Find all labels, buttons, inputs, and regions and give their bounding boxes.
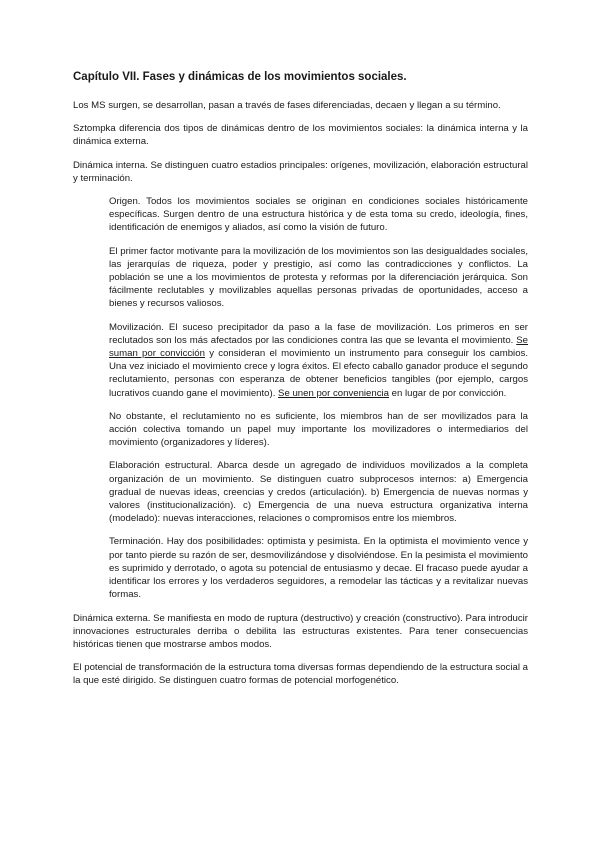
paragraph-factor-motivante: El primer factor motivante para la movilización de los movimientos son las desigualdades sociales, las jerarquías de riqueza, poder y prestigio, así como las contradicciones y conflictos. La población se une a los movimientos de protesta y reformas por la diferenciación jerárquica. Son fácilmente reclutables y movilizables aquellas personas privadas de oportunidades, acceso a bienes y recursos valiosos. (109, 245, 528, 310)
paragraph-dinamica-externa: Dinámica externa. Se manifiesta en modo de ruptura (destructivo) y creación (constructivo). Para introducir innovaciones estructurales derriba o debilita las estructuras existentes. Para tener consecuencias históricas tienen que mostrarse ambos modos. (73, 612, 528, 650)
movilizacion-text-a: Movilización. El suceso precipitador da paso a la fase de movilización. Los primeros en ser reclutados son los más afectados por las condiciones contra las que se levanta el movimiento. (109, 321, 528, 346)
paragraph-intro: Los MS surgen, se desarrollan, pasan a través de fases diferenciadas, decaen y llegan a su término. (73, 100, 501, 111)
paragraph-reclutamiento: No obstante, el reclutamiento no es suficiente, los miembros han de ser movilizados para la acción colectiva tomando un papel muy importante los movilizadores o intermediarios del movimiento (organizadores y líderes). (109, 410, 528, 449)
paragraph-potencial: El potencial de transformación de la estructura toma diversas formas dependiendo de la estructura social a la que esté dirigido. Se distinguen cuatro formas de potencial morfogenético. (73, 662, 528, 687)
chapter-title: Capítulo VII. Fases y dinámicas de los movimientos sociales. (73, 71, 407, 83)
paragraph-sztompka: Sztompka diferencia dos tipos de dinámicas dentro de los movimientos sociales: la dinámica interna y la dinámica externa. (73, 123, 528, 148)
underlined-conviccion: Se suman por convicción (109, 334, 528, 360)
paragraph-origen: Origen. Todos los movimientos sociales se originan en condiciones sociales históricamente específicas. Surgen dentro de una estructura histórica y de esta toma su credo, ideología, fines, identificación de enemigos y aliados, así como la visión de futuro. (109, 196, 528, 234)
movilizacion-text-b: y consideran el movimiento un instrumento para conseguir los cambios. Una vez iniciado el movimiento crece y logra éxitos. El efecto caballo ganador produce el segundo reclutamiento, personas con esperanza de obtener beneficios tangibles (por ejemplo, cargos lucrativos cuando gane el movimiento). (109, 348, 528, 399)
paragraph-dinamica-interna: Dinámica interna. Se distinguen cuatro estadios principales: orígenes, movilización, elaboración estructural y terminación. (73, 159, 528, 184)
paragraph-movilizacion (109, 321, 528, 400)
paragraph-terminacion: Terminación. Hay dos posibilidades: optimista y pesimista. En la optimista el movimiento vence y por tanto pierde su razón de ser, desmovilizándose y disolviéndose. En la pesimista el movimiento es suprimido y derrotado, o agota su potencial de entusiasmo y decae. El fracaso puede ayudar a identificar los errores y los verdaderos seguidores, a remodelar las tácticas y a revitalizar nuevas formas. (109, 536, 528, 601)
paragraph-elaboracion: Elaboración estructural. Abarca desde un agregado de individuos movilizados a la completa organización de un movimiento. Se distinguen cuatro subprocesos internos: a) Emergencia gradual de nuevas ideas, creencias y credos (articulación). b) Emergencia de nuevas normas y valores (institucionalización). c) Emergencia de una nueva estructura organizativa interna (modelado): nuevas interacciones, relaciones o compromisos entre los miembros. (109, 460, 528, 525)
document-page (73, 70, 528, 698)
movilizacion-text-c: en lugar de por convicción. (389, 387, 507, 399)
underlined-conveniencia: Se unen por conveniencia (278, 387, 389, 399)
